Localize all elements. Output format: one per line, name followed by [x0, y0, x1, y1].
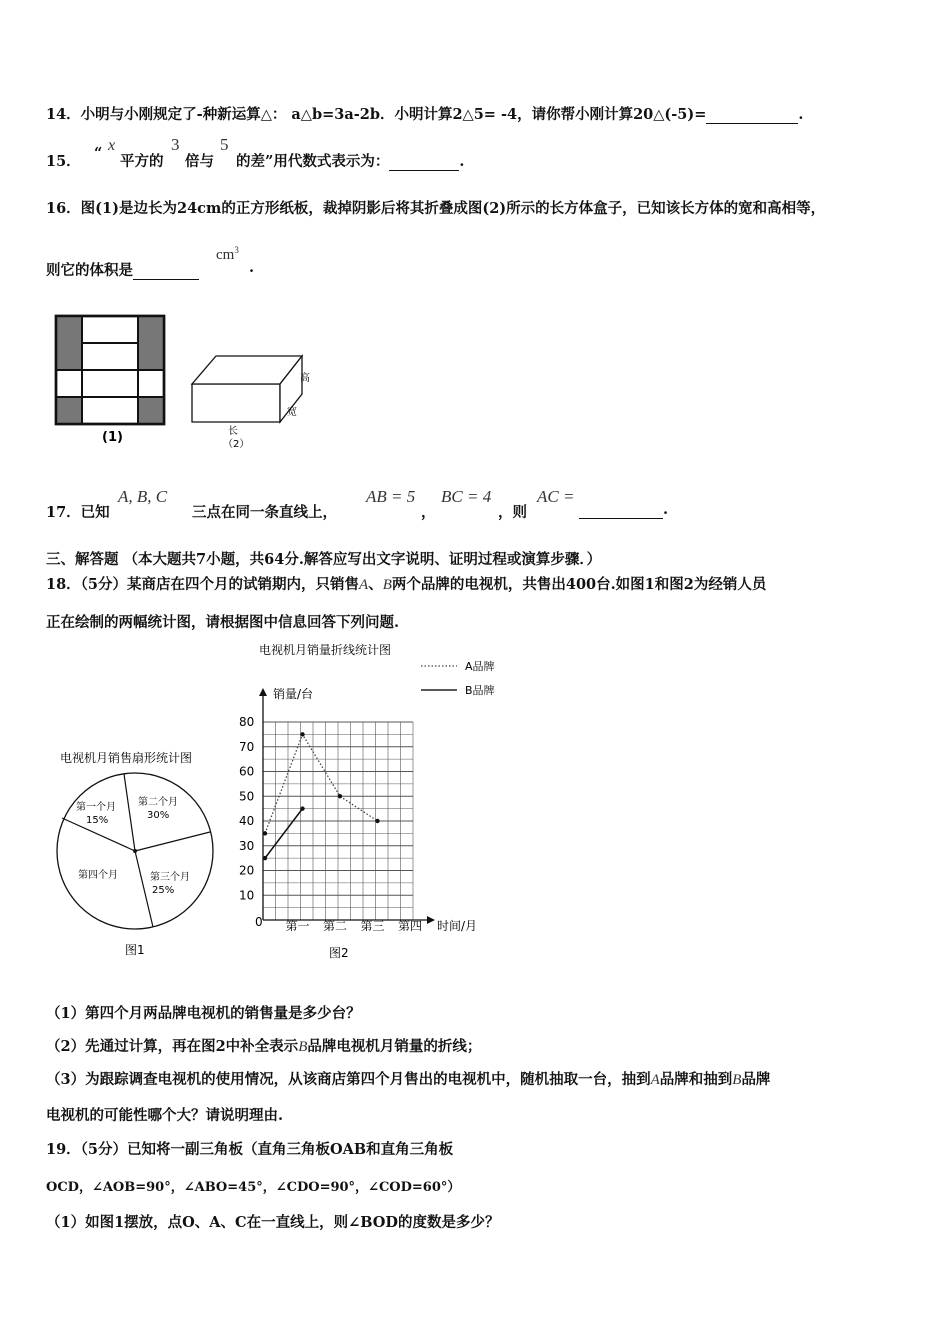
q18-sub2-pre: （2）先通过计算，再在图2中补全表示 — [46, 1038, 299, 1055]
shaded-bottom-right — [138, 397, 164, 424]
section-heading: 三、解答题 （本大题共7小题，共64分.解答应写出文字说明、证明过程或演算步骤．） — [46, 551, 602, 568]
box-label-height: 高 — [300, 373, 310, 384]
q18-sub2-post: 品牌电视机月销量的折线； — [307, 1038, 482, 1055]
q15-five: 5 — [220, 135, 229, 154]
q17-ab: AB = 5 — [366, 487, 416, 506]
pie-caption: 图1 — [125, 943, 145, 957]
q18-line2: 正在绘制的两幅统计图，请根据图中信息回答下列问题. — [46, 614, 400, 631]
pie-label-m2: 第二个月 — [138, 797, 178, 808]
q18-sub3-post: 品牌 — [741, 1071, 771, 1088]
q18-sub3-brand-a: A — [650, 1072, 660, 1088]
line-chart-caption: 图2 — [329, 946, 349, 960]
q14-end: . — [798, 106, 804, 123]
q16-figure — [50, 310, 330, 460]
q19-line1: 19．（5分）已知将一副三角板（直角三角板OAB和直角三角板 — [46, 1141, 454, 1158]
q14-blank — [706, 106, 798, 124]
q17-points: A, B, C — [118, 487, 168, 506]
q14 — [46, 103, 803, 124]
data-point-a — [263, 831, 267, 835]
q16-line1: 16．图(1)是边长为24cm的正方形纸板，裁掉阴影后将其折叠成图(2)所示的长方体盒子，已知该长方体的宽和高相等， — [46, 200, 826, 217]
x-tick-label: 第二 — [323, 919, 348, 933]
q15-open-quote: “ — [94, 145, 103, 162]
q18-sub2-brand-b: B — [298, 1039, 308, 1055]
y-tick-label: 0 — [255, 915, 263, 929]
q17-ac: AC = — [537, 487, 575, 506]
q17-blank — [579, 501, 663, 519]
y-tick-label: 10 — [239, 888, 255, 903]
data-point-a — [300, 732, 304, 736]
q15-var-x: x — [108, 137, 116, 154]
y-tick-label: 20 — [239, 863, 255, 878]
q18-sub2 — [46, 1035, 481, 1056]
box-figure — [192, 356, 302, 422]
x-tick-label: 第四 — [398, 919, 423, 933]
pie-label-m4: 第四个月 — [78, 870, 118, 881]
pie-title: 电视机月销售扇形统计图 — [60, 751, 193, 765]
y-axis-arrow — [259, 688, 267, 696]
y-tick-label: 30 — [239, 838, 255, 853]
shaded-bottom-left — [56, 397, 82, 424]
q15-blank — [389, 153, 459, 171]
box-label-width: 宽 — [287, 407, 297, 418]
q16-end: . — [249, 259, 255, 276]
q18-sub3-pre: （3）为跟踪调查电视机的使用情况，从该商店第四个月售出的电视机中，随机抽取一台，抽到 — [46, 1071, 651, 1088]
q17-end: . — [663, 501, 669, 518]
q16-unit-exp: 3 — [234, 245, 239, 255]
q19-line2: OCD，∠AOB=90°，∠ABO=45°，∠CDO=90°，∠COD=60°） — [46, 1180, 461, 1195]
q15-num: 15． — [46, 153, 81, 170]
pie-label-m3: 第三个月 — [150, 872, 190, 883]
y-tick-label: 50 — [239, 789, 255, 804]
q18-line1 — [46, 573, 766, 594]
line-chart — [225, 636, 525, 966]
x-axis-arrow — [427, 916, 435, 924]
y-tick-label: 60 — [239, 764, 255, 779]
q17-mid: 三点在同一条直线上， — [192, 504, 337, 521]
q17-tail — [579, 501, 668, 519]
square-net-figure — [56, 316, 164, 424]
q18-sub3-brand-b: B — [732, 1072, 742, 1088]
pie-label-m1-pct: 15% — [86, 815, 109, 826]
q15-mid1: 平方的 — [120, 153, 164, 170]
q16-line2-label: 则它的体积是 — [46, 262, 133, 279]
shaded-top-left — [56, 316, 82, 370]
q15-mid3: 的差”用代数式表示为： — [236, 153, 390, 170]
q18-sub3 — [46, 1068, 770, 1089]
q18-line1-post: 两个品牌的电视机，共售出400台.如图1和图2为经销人员 — [391, 576, 767, 593]
pie-chart — [50, 740, 230, 960]
q17-comma: ， — [421, 504, 436, 521]
q18-brand-a: A — [359, 577, 369, 593]
q18-sub1: （1）第四个月两品牌电视机的销售量是多少台？ — [46, 1005, 361, 1022]
pie-label-m3-pct: 25% — [152, 885, 175, 896]
q15-mid2: 倍与 — [185, 153, 214, 170]
data-point-a — [338, 794, 342, 798]
q15-tail — [236, 150, 464, 171]
q16-blank — [133, 262, 199, 280]
pie-label-m2-pct: 30% — [147, 810, 170, 821]
q17-bc: BC = 4 — [441, 487, 492, 506]
pie-label-m1: 第一个月 — [76, 802, 116, 813]
q16-unit — [216, 245, 239, 264]
q18-sub3-mid: 品牌和抽到 — [659, 1071, 733, 1088]
data-point-b — [263, 856, 267, 860]
fig2-caption: （2） — [223, 439, 250, 450]
data-point-a — [375, 819, 379, 823]
data-point-b — [300, 806, 304, 810]
q17-then: ，则 — [498, 504, 527, 521]
q18-brand-b: B — [382, 577, 392, 593]
y-axis-label: 销量/台 — [273, 687, 314, 701]
y-tick-label: 40 — [239, 814, 255, 828]
q15-three: 3 — [171, 135, 180, 154]
shaded-top-right — [138, 316, 164, 370]
q17-prefix: 17．已知 — [46, 504, 110, 521]
line-chart-title: 电视机月销量折线统计图 — [259, 643, 392, 657]
box-label-length: 长 — [228, 426, 238, 437]
q18-sub3-line2: 电视机的可能性哪个大？请说明理由. — [46, 1107, 284, 1124]
q16-line2-text — [46, 259, 199, 280]
q18-line1-pre: 18．（5分）某商店在四个月的试销期内，只销售 — [46, 576, 360, 593]
y-tick-label: 70 — [239, 739, 255, 754]
q18-sep: 、 — [368, 576, 383, 593]
fig1-caption: (1) — [102, 430, 123, 445]
q14-text: 14．小明与小刚规定了-种新运算△： a△b=3a-2b．小明计算2△5= -4，请你帮小刚计算20△(-5)= — [46, 106, 707, 123]
q19-line3: （1）如图1摆放，点O、A、C在一直线上，则∠BOD的度数是多少？ — [46, 1214, 500, 1231]
q15-end: . — [459, 153, 465, 170]
x-tick-label: 第三 — [360, 919, 385, 933]
q16-unit-text: cm — [216, 247, 235, 263]
x-tick-label: 第一 — [285, 919, 310, 933]
y-tick-label: 80 — [239, 715, 255, 729]
legend-a-label: A品牌 — [465, 660, 495, 673]
x-axis-label: 时间/月 — [437, 919, 478, 933]
legend-b-label: B品牌 — [465, 684, 495, 697]
